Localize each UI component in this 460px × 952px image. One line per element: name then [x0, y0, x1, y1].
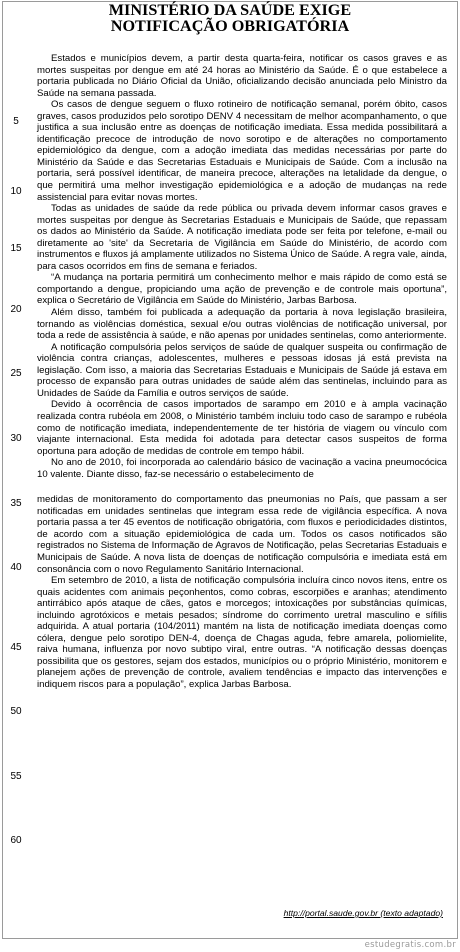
paragraph: Os casos de dengue seguem o fluxo rotineiro de notificação semanal, porém óbito, casos graves, casos produzidos pelo sorotipo DENV 4 necessitam de melhor acompanhamento, o que justifica a sua inclusão entre as doenças de notificação imediata. Essa medida possibilitará a identificação precoce de introdução de novo sorotipo e de alterações no comportamento epidemiológico da dengue, com a adoção imediata das medidas necessárias por parte do Ministério da Saúde e das Secretarias Estaduais e Municipais de Saúde. Com a inclusão na portaria, será possível identificar, de maneira precoce, alterações na letalidade da dengue, o que permitirá uma melhor investigação epidemiológica e a adoção de mudanças na rede assistencial para evitar novas mortes. [37, 99, 447, 203]
line-number: 55 [10, 771, 22, 782]
page-break-gap [37, 480, 447, 494]
line-number: 10 [10, 186, 22, 197]
line-number: 15 [10, 243, 22, 254]
paragraph: No ano de 2010, foi incorporada ao calendário básico de vacinação a vacina pneumocócica 10 valente. Diante disso, faz-se necessário o estabelecimento de [37, 457, 447, 480]
site-watermark: estudegratis.com.br [364, 940, 456, 950]
title-line-1: MINISTÉRIO DA SAÚDE EXIGE [108, 1, 352, 19]
line-number: 5 [13, 116, 19, 127]
paragraph: Devido à ocorrência de casos importados de sarampo em 2010 e à ampla vacinação realizada contra rubéola em 2008, o Ministério também incluiu todo caso de sarampo e rubéola como de notificação imediata, independentemente de ter história de viagem ou vínculo com viajante internacional. Esta medida foi adotada para detectar casos suspeitos de forma oportuna para adoção de medidas de controle em tempo hábil. [37, 399, 447, 457]
line-number: 25 [10, 368, 22, 379]
line-number: 20 [10, 304, 22, 315]
line-number: 45 [10, 642, 22, 653]
paragraph: Em setembro de 2010, a lista de notificação compulsória incluíra cinco novos itens, entre os quais acidentes com animais peçonhentos, como cobras, escorpiões e aranhas; atendimento antirrábico após ataque de cães, gatos e morcegos; intoxicações por substâncias químicas, incluindo agrotóxicos e metais pesados; síndrome do corrimento uretral masculino e sífilis adquirida. A atual portaria (104/2011) mantém na lista de notificação imediata doenças como cólera, dengue pelo sorotipo DEN-4, doença de Chagas aguda, febre amarela, poliomielite, raiva humana, influenza por novo subtipo viral, entre outras. “A notificação dessas doenças possibilita que os gestores, sejam dos estados, municípios ou o próprio Ministério, monitorem e planejem ações de prevenção de controle, avaliem tendências e impacto das intervenções e indiquem riscos para a população”, explica Jarbas Barbosa. [37, 575, 447, 690]
paragraph: A notificação compulsória pelos serviços de saúde de qualquer suspeita ou confirmação de violência contra crianças, adolescentes, mulheres e pessoas idosas já está prevista na legislação. Com isso, a maioria das Secretarias Estaduais e Municipais de Saúde já estava em processo de expansão para outras unidades de saúde além das sentinelas, incluindo para as Unidades de Saúde da Família e outros serviços de saúde. [37, 341, 447, 399]
line-number: 35 [10, 498, 22, 509]
paragraph: “A mudança na portaria permitirá um conhecimento melhor e mais rápido de como está se comportando a dengue, propiciando uma ação de prevenção e de controle mais oportuna”, explica o Secretário de Vigilância em Saúde do Ministério, Jarbas Barbosa. [37, 272, 447, 307]
paragraph: Todas as unidades de saúde da rede pública ou privada devem informar casos graves e mortes suspeitas por dengue às Secretarias Estaduais e Municipais de Saúde, que repassam os dados ao Ministério da Saúde. A notificação imediata pode ser feita por telefone, e-mail ou diretamente ao 'site' da Secretaria de Vigilância em Saúde do Ministério, de acordo com instrumentos e fluxos já amplamente utilizados no Sistema Único de Saúde. A regra vale, ainda, para casos ocorridos em fins de semana e feriados. [37, 203, 447, 272]
paragraph: Além disso, também foi publicada a adequação da portaria à nova legislação brasileira, tornando as violências doméstica, sexual e/ou outras violências de notificação universal, por toda a rede de assistência à saúde, e não apenas por unidades sentinelas, como anteriormente. [37, 307, 447, 342]
paragraph: Estados e municípios devem, a partir desta quarta-feira, notificar os casos graves e as mortes suspeitas por dengue em até 24 horas ao Ministério da Saúde. É o que estabelece a portaria publicada no Diário Oficial da União, oficializando decisão anunciada pelo Ministro da Saúde na semana passada. [37, 53, 447, 99]
line-number: 60 [10, 835, 22, 846]
line-number: 50 [10, 706, 22, 717]
paragraph: medidas de monitoramento do comportamento das pneumonias no País, que passam a ser notificadas em unidades sentinelas que integram essa rede de vigilância específica. A nova portaria passa a ter 45 eventos de notificação obrigatória, com fluxos e periodicidades distintos, de acordo com a situação epidemiológica de cada um. Todos os casos notificados são registrados no Sistema de Informação de Agravos de Notificação, pelas Secretarias Estaduais e Municipais de Saúde. A nova lista de doenças de notificação compulsória e imediata está em consonância com o novo Regulamento Sanitário Internacional. [37, 494, 447, 575]
document-page [2, 1, 458, 939]
line-number: 30 [10, 433, 22, 444]
title-line-2: NOTIFICAÇÃO OBRIGATÓRIA [110, 17, 350, 35]
source-link[interactable]: http://portal.saude.gov.br (texto adaptado) [283, 908, 443, 918]
article-body [37, 53, 447, 691]
line-number: 40 [10, 562, 22, 573]
title [3, 2, 457, 34]
